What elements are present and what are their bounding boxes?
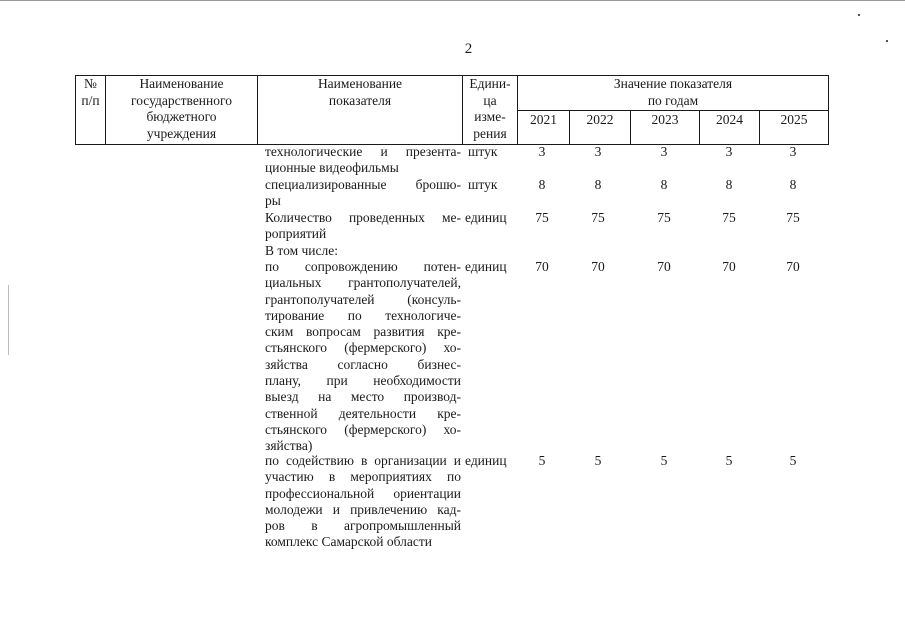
value-cell: 5	[594, 453, 602, 468]
indicator-name-line: роприятий	[265, 226, 327, 242]
indicator-name-line: молодежи и привлечению кад-	[265, 501, 461, 517]
value-cell: 5	[538, 453, 546, 468]
value-cell: 70	[591, 259, 605, 274]
value-cell: 75	[657, 210, 671, 225]
indicator-name-line: плану, при необходимости	[265, 373, 461, 389]
indicator-name-line: комплекс Самарской области	[265, 534, 432, 550]
indicator-name-line: выезд на место производ-	[265, 389, 461, 405]
indicator-name-line: ционные видеофильмы	[265, 160, 399, 176]
subtotal-caption: В том числе:	[265, 243, 338, 258]
value-cell: 8	[789, 177, 797, 192]
indicator-name-line: грантополучателей (консуль-	[265, 291, 461, 307]
value-cell: 75	[722, 210, 736, 225]
value-cell: 3	[594, 144, 602, 159]
value-cell: 3	[789, 144, 797, 159]
indicator-name-line: по сопровождению потен-	[265, 259, 461, 274]
year-label: 2021	[530, 112, 557, 127]
header-col-number-line: п/п	[81, 92, 100, 108]
header-col-indicator-line: Наименование	[317, 76, 403, 91]
header-col-institution-line: Наименование	[139, 76, 224, 91]
indicator-name-line: участию в мероприятиях по	[265, 469, 461, 485]
value-cell: 70	[535, 259, 549, 274]
indicator-name-line: специализированные брошю-	[265, 177, 461, 192]
header-col-unit	[462, 75, 518, 145]
indicator-name-line: Количество проведенных ме-	[265, 210, 461, 225]
value-cell: 70	[786, 259, 800, 274]
header-values-title-line: по годам	[647, 92, 699, 108]
value-cell: 3	[538, 144, 546, 159]
indicator-name-line: стьянского (фермерского) хо-	[265, 421, 461, 437]
year-label: 2023	[651, 112, 679, 127]
indicator-name-line: ским вопросам развития кре-	[265, 324, 461, 340]
indicator-name-line: ров в агропромышленный	[265, 518, 461, 534]
indicator-name-line: стьянского (фермерского) хо-	[265, 340, 461, 356]
value-cell: 8	[538, 177, 546, 192]
indicator-name-line: циальных грантополучателей,	[265, 275, 461, 291]
header-col-institution-line: учреждения	[146, 125, 217, 141]
indicator-name	[265, 177, 461, 210]
header-year-2024	[699, 110, 760, 145]
value-cell: 5	[789, 453, 797, 468]
unit-cell: единиц	[465, 259, 507, 274]
value-cell: 5	[725, 453, 733, 468]
header-col-indicator-line: показателя	[328, 92, 392, 108]
year-label: 2024	[716, 112, 743, 127]
header-col-institution-line: государственного	[131, 92, 232, 108]
header-col-institution	[105, 75, 258, 145]
indicator-name-line: технологические и презента-	[265, 144, 461, 159]
header-col-unit-line: Едини-	[469, 76, 511, 91]
value-cell: 70	[657, 259, 671, 274]
scan-edge-top	[0, 0, 905, 1]
unit-cell: единиц	[465, 210, 507, 225]
header-year-2022	[569, 110, 631, 145]
value-cell: 8	[660, 177, 668, 192]
value-cell: 75	[591, 210, 605, 225]
indicator-name-line: ры	[265, 193, 281, 209]
indicator-name-line: зяйства согласно бизнес-	[265, 356, 461, 372]
year-label: 2025	[780, 112, 808, 127]
indicator-name-line: ственной деятельности кре-	[265, 405, 461, 421]
header-col-institution-line: бюджетного	[146, 109, 217, 124]
indicator-name	[265, 144, 461, 177]
value-cell: 5	[660, 453, 668, 468]
indicator-name-line: по содействию в организации и	[265, 453, 461, 468]
header-col-unit-line: рения	[473, 125, 507, 141]
scan-speck	[858, 14, 860, 16]
header-year-2025	[759, 110, 829, 145]
scan-speck	[886, 40, 888, 42]
header-col-number-line: №	[84, 76, 97, 91]
indicator-name	[265, 453, 461, 551]
indicator-name-line: зяйства)	[265, 438, 313, 454]
value-cell: 75	[786, 210, 800, 225]
year-label: 2022	[586, 112, 614, 127]
unit-cell: единиц	[465, 453, 507, 468]
indicator-name	[265, 259, 461, 455]
header-year-2023	[630, 110, 700, 145]
header-year-2021	[517, 110, 570, 145]
header-values-title-line: Значение показателя	[613, 76, 733, 91]
header-col-unit-line: изме-	[474, 109, 506, 124]
unit-cell: штук	[468, 177, 498, 192]
page-number: 2	[464, 41, 473, 57]
header-col-values-title	[517, 75, 829, 111]
value-cell: 3	[725, 144, 733, 159]
value-cell: 8	[725, 177, 733, 192]
value-cell: 70	[722, 259, 736, 274]
scan-speck	[8, 285, 9, 355]
indicator-name	[265, 210, 461, 243]
value-cell: 8	[594, 177, 602, 192]
value-cell: 3	[660, 144, 668, 159]
header-col-indicator	[257, 75, 463, 145]
indicator-name-line: тирование по технологиче-	[265, 307, 461, 323]
header-col-unit-line: ца	[483, 92, 497, 108]
indicator-name-line: профессиональной ориентации	[265, 485, 461, 501]
unit-cell: штук	[468, 144, 498, 159]
header-col-number	[75, 75, 106, 145]
value-cell: 75	[535, 210, 549, 225]
